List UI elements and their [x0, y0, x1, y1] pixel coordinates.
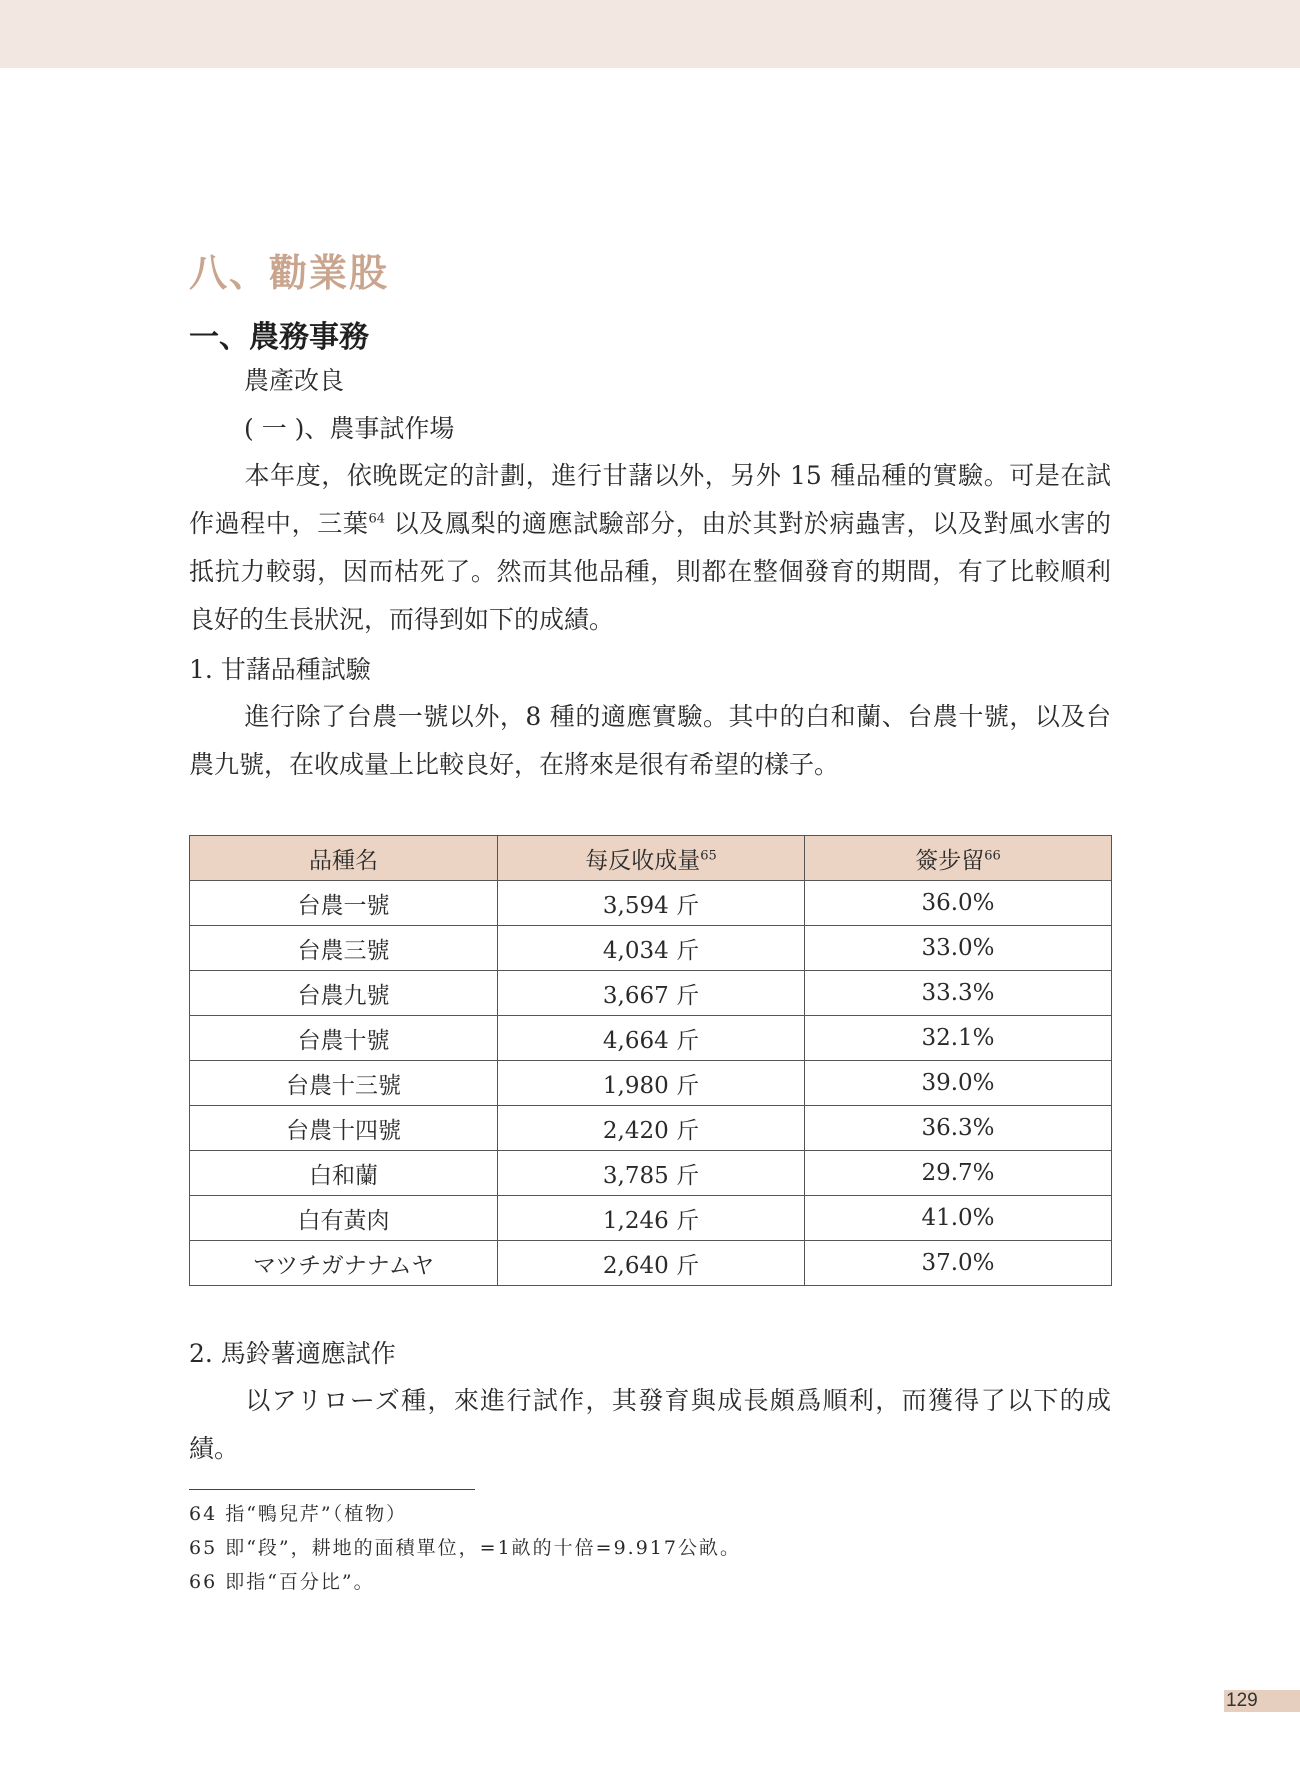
cell-ratio: 36.0% — [805, 881, 1112, 926]
cell-variety: マツチガナナムヤ — [190, 1241, 498, 1286]
table-row — [190, 926, 1112, 971]
cell-yield: 3,667 斤 — [498, 971, 805, 1016]
cell-variety: 台農九號 — [190, 971, 498, 1016]
cell-variety: 台農一號 — [190, 881, 498, 926]
subheading-experiment-station: ( 一 )、農事試作場 — [244, 414, 455, 443]
cell-yield: 2,420 斤 — [498, 1106, 805, 1151]
header-ratio: 簽步留$^{66}$ — [805, 836, 1112, 881]
footnote-64: 64 指“鴨兒芹”（植物） — [189, 1503, 408, 1525]
intro-text-part1: 本年度，依晚既定的計劃，進行甘藷以外，另外 15 種品種的實驗。可是在試作過程中，三葉 — [189, 461, 1111, 538]
cell-yield: 1,980 斤 — [498, 1061, 805, 1106]
cell-ratio: 36.3% — [805, 1106, 1112, 1151]
section-title: 一、農務事務 — [189, 320, 369, 355]
cell-variety: 台農十四號 — [190, 1106, 498, 1151]
cell-ratio: 33.3% — [805, 971, 1112, 1016]
cell-ratio: 32.1% — [805, 1016, 1112, 1061]
header-yield: 每反收成量$^{65}$ — [498, 836, 805, 881]
cell-ratio: 33.0% — [805, 926, 1112, 971]
intro-paragraph — [189, 452, 1111, 644]
footnote-divider — [189, 1489, 475, 1490]
cell-yield: 1,246 斤 — [498, 1196, 805, 1241]
table-row — [190, 881, 1112, 926]
table-row — [190, 1196, 1112, 1241]
footnote-ref-66: 66 — [984, 847, 1001, 863]
cell-ratio: 41.0% — [805, 1196, 1112, 1241]
chapter-title: 八、勸業股 — [189, 251, 390, 295]
cell-variety: 台農三號 — [190, 926, 498, 971]
item2-paragraph — [189, 1377, 1111, 1473]
item1-text: 進行除了台農一號以外，8 種的適應實驗。其中的白和蘭、台農十號，以及台農九號，在收成量上比較良好，在將來是很有希望的樣子。 — [189, 702, 1111, 779]
footnote-ref-64: 64 — [368, 511, 386, 527]
footnote-ref-65: 65 — [700, 847, 717, 863]
cell-yield: 3,594 斤 — [498, 881, 805, 926]
item1-paragraph — [189, 693, 1111, 789]
cell-variety: 白有黃肉 — [190, 1196, 498, 1241]
table-header-row — [190, 836, 1112, 881]
cell-yield: 2,640 斤 — [498, 1241, 805, 1286]
item1-title: 1. 甘藷品種試驗 — [189, 655, 371, 684]
header-variety: 品種名 — [190, 836, 498, 881]
cell-variety: 白和蘭 — [190, 1151, 498, 1196]
table-row — [190, 971, 1112, 1016]
cell-yield: 4,664 斤 — [498, 1016, 805, 1061]
table-row — [190, 1241, 1112, 1286]
cell-ratio: 37.0% — [805, 1241, 1112, 1286]
top-band — [0, 0, 1300, 68]
subheading-crop-improvement: 農產改良 — [244, 366, 345, 395]
page-number: 129 — [1224, 1690, 1300, 1712]
footnote-65: 65 即“段”，耕地的面積單位，=1畝的十倍=9.917公畝。 — [189, 1537, 741, 1559]
footnote-66: 66 即指“百分比”。 — [189, 1571, 375, 1593]
cell-variety: 台農十三號 — [190, 1061, 498, 1106]
table-row — [190, 1016, 1112, 1061]
table-row — [190, 1106, 1112, 1151]
table-row — [190, 1061, 1112, 1106]
yield-table — [189, 835, 1112, 1286]
item2-text: 以アリローズ種，來進行試作，其發育與成長頗爲順利，而獲得了以下的成績。 — [189, 1386, 1111, 1463]
table-row — [190, 1151, 1112, 1196]
intro-text-part2: 以及鳳梨的適應試驗部分，由於其對於病蟲害，以及對風水害的抵抗力較弱，因而枯死了。然而其他品種，則都在整個發育的期間，有了比較順利良好的生長狀況，而得到如下的成績。 — [189, 509, 1111, 634]
cell-ratio: 29.7% — [805, 1151, 1112, 1196]
cell-yield: 3,785 斤 — [498, 1151, 805, 1196]
cell-yield: 4,034 斤 — [498, 926, 805, 971]
cell-ratio: 39.0% — [805, 1061, 1112, 1106]
item2-title: 2. 馬鈴薯適應試作 — [189, 1339, 396, 1368]
cell-variety: 台農十號 — [190, 1016, 498, 1061]
